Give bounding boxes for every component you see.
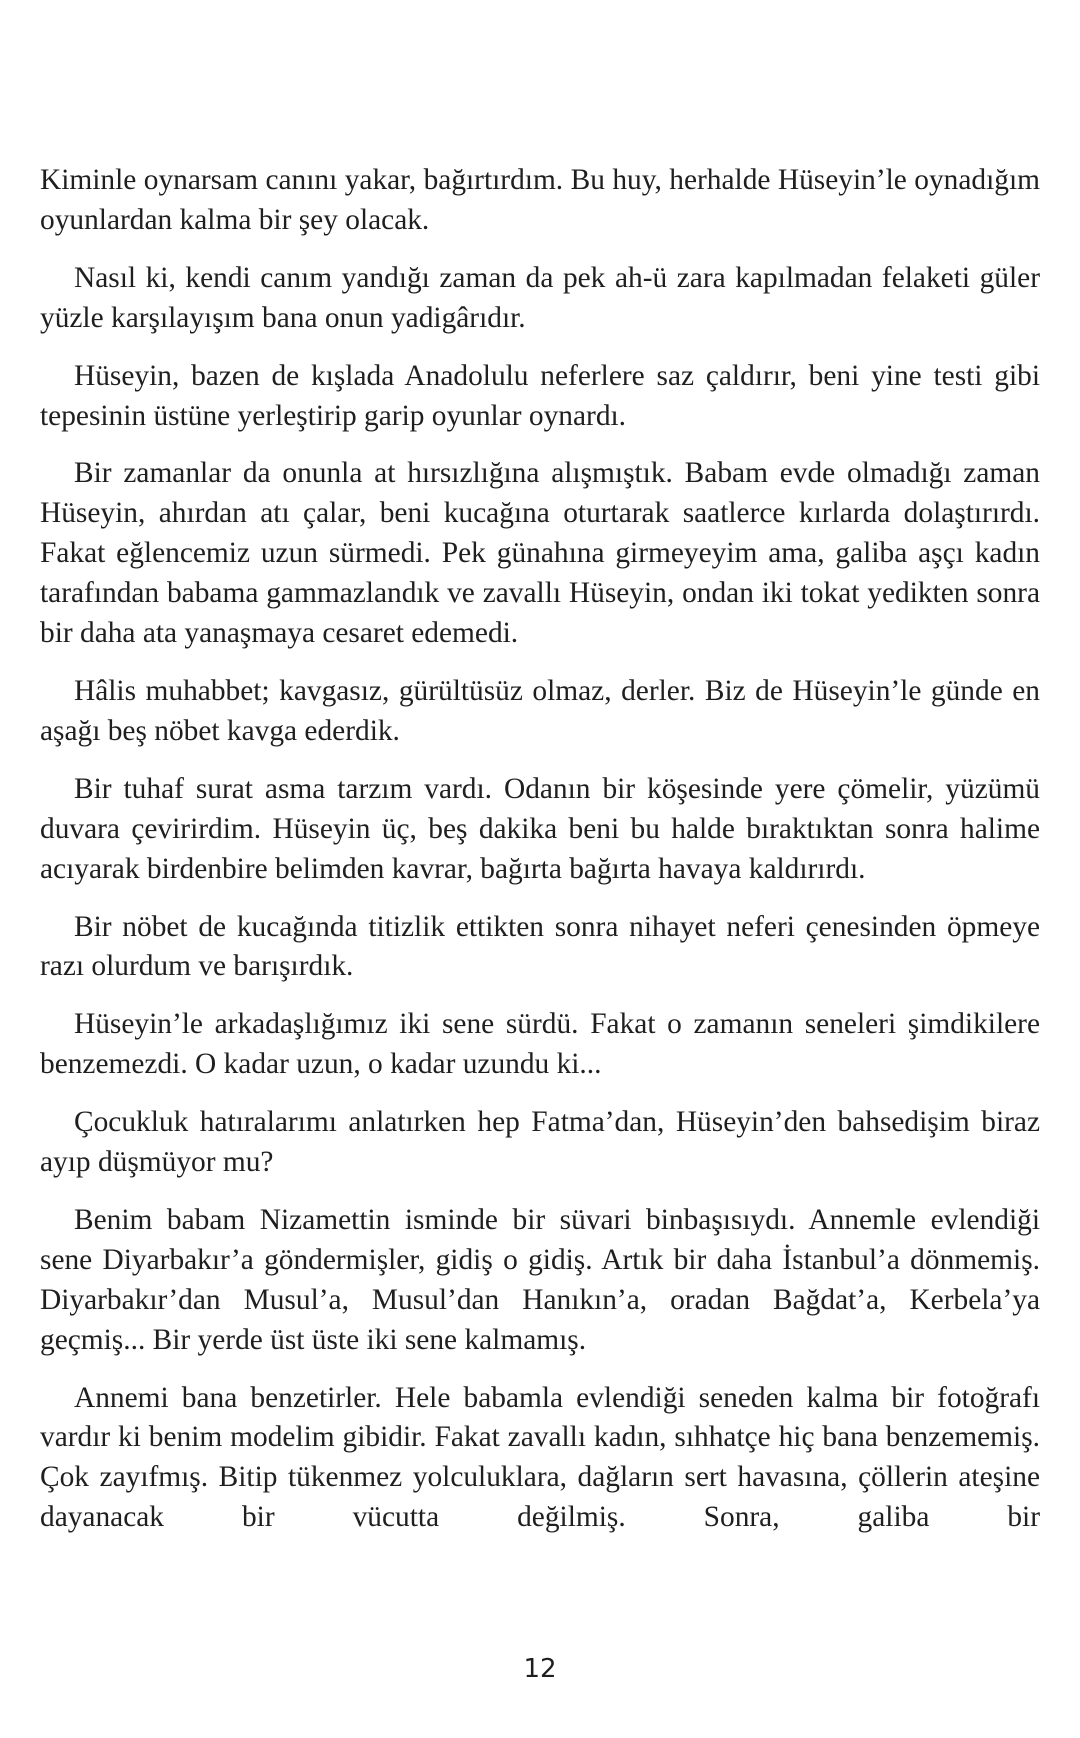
paragraph: Bir zamanlar da onunla at hırsızlığına alışmıştık. Babam evde olmadığı zaman Hüseyin, ahırdan atı çalar, beni kucağına oturtarak saatlerce kırlarda dolaştırırdı. Fakat eğlencemiz uzun sürmedi. Pek günahına girmeyeyim ama, galiba aşçı kadın tarafından babama gammazlandık ve zavallı Hüseyin, ondan iki tokat yedikten sonra bir daha ata yanaşmaya cesaret edemedi. [40, 457, 1040, 650]
paragraph: Nasıl ki, kendi canım yandığı zaman da pek ah-ü zara kapılmadan felaketi güler yüzle karşılayışım bana onun yadigârıdır. [40, 261, 1040, 334]
page-number: 12 [523, 1654, 557, 1684]
paragraph: Benim babam Nizamettin isminde bir süvari binbaşısıydı. Annemle evlendiği sene Diyarbakır’a göndermişler, gidiş o gidiş. Artık bir daha İstanbul’a dönmemiş. Diyarbakır’dan Musul’a, Musul’dan Hanıkın’a, oradan Bağdat’a, Kerbela’ya geçmiş... Bir yerde üst üste iki sene kalmamış. [40, 1203, 1040, 1356]
paragraph: Hüseyin’le arkadaşlığımız iki sene sürdü. Fakat o zamanın seneleri şimdikilere benzemezdi. O kadar uzun, o kadar uzundu ki... [40, 1008, 1040, 1081]
paragraph: Annemi bana benzetirler. Hele babamla evlendiği seneden kalma bir fotoğrafı vardır ki benim modelim gibidir. Fakat zavallı kadın, sıhhatçe hiç bana benzememiş. Çok zayıfmış. Bitip tükenmez yolculuklara, dağların sert havasına, çöllerin ateşine dayanacak bir vücutta değilmiş. Sonra, galiba bir [40, 1381, 1040, 1534]
paragraph: Bir nöbet de kucağında titizlik ettikten sonra nihayet neferi çenesinden öpmeye razı olurdum ve barışırdık. [40, 910, 1040, 983]
paragraph: Çocukluk hatıralarımı anlatırken hep Fatma’dan, Hüseyin’den bahsedişim biraz ayıp düşmüyor mu? [40, 1106, 1040, 1179]
paragraph: Kiminle oynarsam canını yakar, bağırtırdım. Bu huy, herhalde Hüseyin’le oynadığım oyunlardan kalma bir şey olacak. [40, 164, 1040, 236]
paragraph: Hüseyin, bazen de kışlada Anadolulu neferlere saz çaldırır, beni yine testi gibi tepesinin üstüne yerleştirip garip oyunlar oynardı. [40, 359, 1040, 432]
paragraph: Hâlis muhabbet; kavgasız, gürültüsüz olmaz, derler. Biz de Hüseyin’le günde en aşağı beş nöbet kavga ederdik. [40, 674, 1040, 747]
paragraph: Bir tuhaf surat asma tarzım vardı. Odanın bir köşesinde yere çömelir, yüzümü duvara çevirirdim. Hüseyin üç, beş dakika beni bu halde bıraktıktan sonra halime acıyarak birdenbire belimden kavrar, bağırta bağırta havaya kaldırırdı. [40, 772, 1040, 885]
body-text [40, 161, 1040, 1556]
